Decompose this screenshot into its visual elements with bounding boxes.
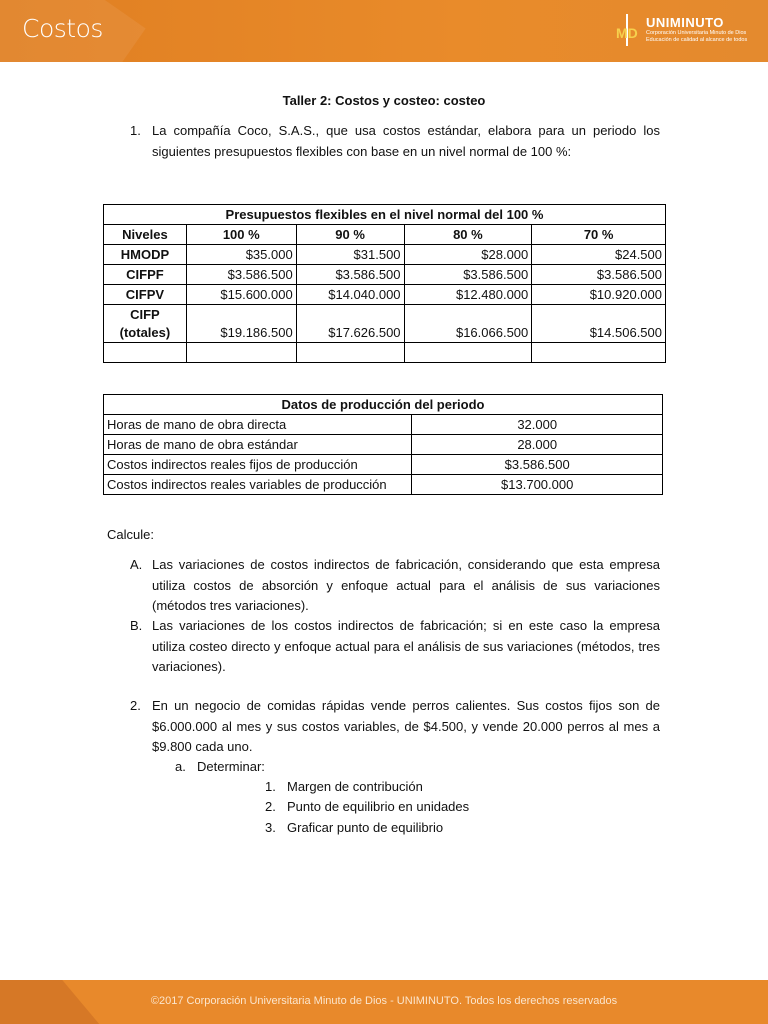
cell: $16.066.500 bbox=[404, 305, 532, 343]
cell: $31.500 bbox=[296, 245, 404, 265]
cell: $24.500 bbox=[532, 245, 666, 265]
row-label: CIFPF bbox=[104, 265, 187, 285]
item-b-letter: B. bbox=[130, 618, 143, 633]
copyright-text: ©2017 Corporación Universitaria Minuto de Dios - UNIMINUTO. Todos los derechos reservados bbox=[150, 995, 618, 1007]
cell: $3.586.500 bbox=[186, 265, 296, 285]
table-row bbox=[104, 435, 663, 455]
task-text: Punto de equilibrio en unidades bbox=[287, 799, 470, 814]
production-data-table bbox=[103, 394, 663, 495]
q2-text: En un negocio de comidas rápidas vende perros calientes. Sus costos fijos son de $6.000.000 al mes y sus costos variables, de $4.500, y vende 20.000 perros al mes a $9.800 cada uno. bbox=[152, 698, 660, 754]
q1-number: 1. bbox=[130, 123, 141, 138]
q2-number: 2. bbox=[130, 698, 141, 713]
item-b-text: Las variaciones de los costos indirectos de fabricación; si en este caso la empresa utiliza costeo directo y enfoque actual para el análisis de sus variaciones (métodos, tres variaciones). bbox=[152, 618, 660, 674]
cell: $17.626.500 bbox=[296, 305, 404, 343]
table-row bbox=[104, 305, 666, 343]
cell: $3.586.500 bbox=[296, 265, 404, 285]
flexible-budget-table bbox=[103, 204, 666, 363]
logo-line1: Corporación Universitaria Minuto de Dios bbox=[646, 30, 747, 36]
calcule-label: Calcule: bbox=[107, 527, 154, 542]
cell: $10.920.000 bbox=[532, 285, 666, 305]
logo-line2: Educación de calidad al alcance de todos bbox=[646, 37, 748, 43]
column-header: 100 % bbox=[186, 225, 296, 245]
q1-text: La compañía Coco, S.A.S., que usa costos estándar, elabora para un periodo los siguientes presupuestos flexibles con base en un nivel normal de 100 %: bbox=[152, 123, 660, 159]
cell: $3.586.500 bbox=[404, 265, 532, 285]
cell: 32.000 bbox=[412, 415, 663, 435]
table-row bbox=[104, 245, 666, 265]
row-label: Horas de mano de obra directa bbox=[104, 415, 412, 435]
cell: $15.600.000 bbox=[186, 285, 296, 305]
row-label bbox=[104, 305, 187, 343]
row-label-line1: CIFP bbox=[130, 306, 160, 322]
table-row bbox=[104, 265, 666, 285]
cell: $13.700.000 bbox=[412, 475, 663, 495]
item-a-letter: A. bbox=[130, 557, 143, 572]
empty-row bbox=[104, 343, 666, 363]
cell: $3.586.500 bbox=[532, 265, 666, 285]
task-number: 3. bbox=[265, 820, 276, 835]
table-row bbox=[104, 475, 663, 495]
cell: $14.040.000 bbox=[296, 285, 404, 305]
row-label: Costos indirectos reales fijos de producción bbox=[104, 455, 412, 475]
row-label: HMODP bbox=[104, 245, 187, 265]
cell: $35.000 bbox=[186, 245, 296, 265]
task-text: Graficar punto de equilibrio bbox=[287, 820, 444, 835]
column-header: Niveles bbox=[104, 225, 187, 245]
task-number: 1. bbox=[265, 779, 276, 794]
cell: $12.480.000 bbox=[404, 285, 532, 305]
uniminuto-logo-icon bbox=[616, 14, 640, 46]
q2-sub-letter: a. bbox=[175, 759, 186, 774]
row-label-line2: (totales) bbox=[119, 324, 171, 340]
table-title: Datos de producción del periodo bbox=[104, 395, 663, 415]
logo-name: UNIMINUTO bbox=[646, 15, 724, 30]
cell: $19.186.500 bbox=[186, 305, 296, 343]
table-row bbox=[104, 415, 663, 435]
task-text: Margen de contribución bbox=[287, 779, 423, 794]
cell: $3.586.500 bbox=[412, 455, 663, 475]
table-title: Presupuestos flexibles en el nivel normal del 100 % bbox=[104, 205, 666, 225]
cell: 28.000 bbox=[412, 435, 663, 455]
row-label: Horas de mano de obra estándar bbox=[104, 435, 412, 455]
row-label: CIFPV bbox=[104, 285, 187, 305]
task-number: 2. bbox=[265, 799, 276, 814]
svg-text:MD: MD bbox=[616, 25, 638, 41]
table-row bbox=[104, 285, 666, 305]
row-label: Costos indirectos reales variables de producción bbox=[104, 475, 412, 495]
page-footer bbox=[0, 980, 768, 1024]
item-a-text: Las variaciones de costos indirectos de fabricación, considerando que esta empresa utiliza costos de absorción y enfoque actual para el análisis de sus variaciones (métodos tres variaciones). bbox=[152, 557, 660, 613]
brand-title: Costos bbox=[22, 14, 103, 43]
cell: $28.000 bbox=[404, 245, 532, 265]
q2-sub-label: Determinar: bbox=[197, 759, 265, 774]
table-row bbox=[104, 455, 663, 475]
column-header: 70 % bbox=[532, 225, 666, 245]
page-header bbox=[0, 0, 768, 62]
cell: $14.506.500 bbox=[532, 305, 666, 343]
column-header: 80 % bbox=[404, 225, 532, 245]
uniminuto-logo bbox=[616, 10, 756, 50]
column-header: 90 % bbox=[296, 225, 404, 245]
document-title: Taller 2: Costos y costeo: costeo bbox=[282, 93, 486, 108]
